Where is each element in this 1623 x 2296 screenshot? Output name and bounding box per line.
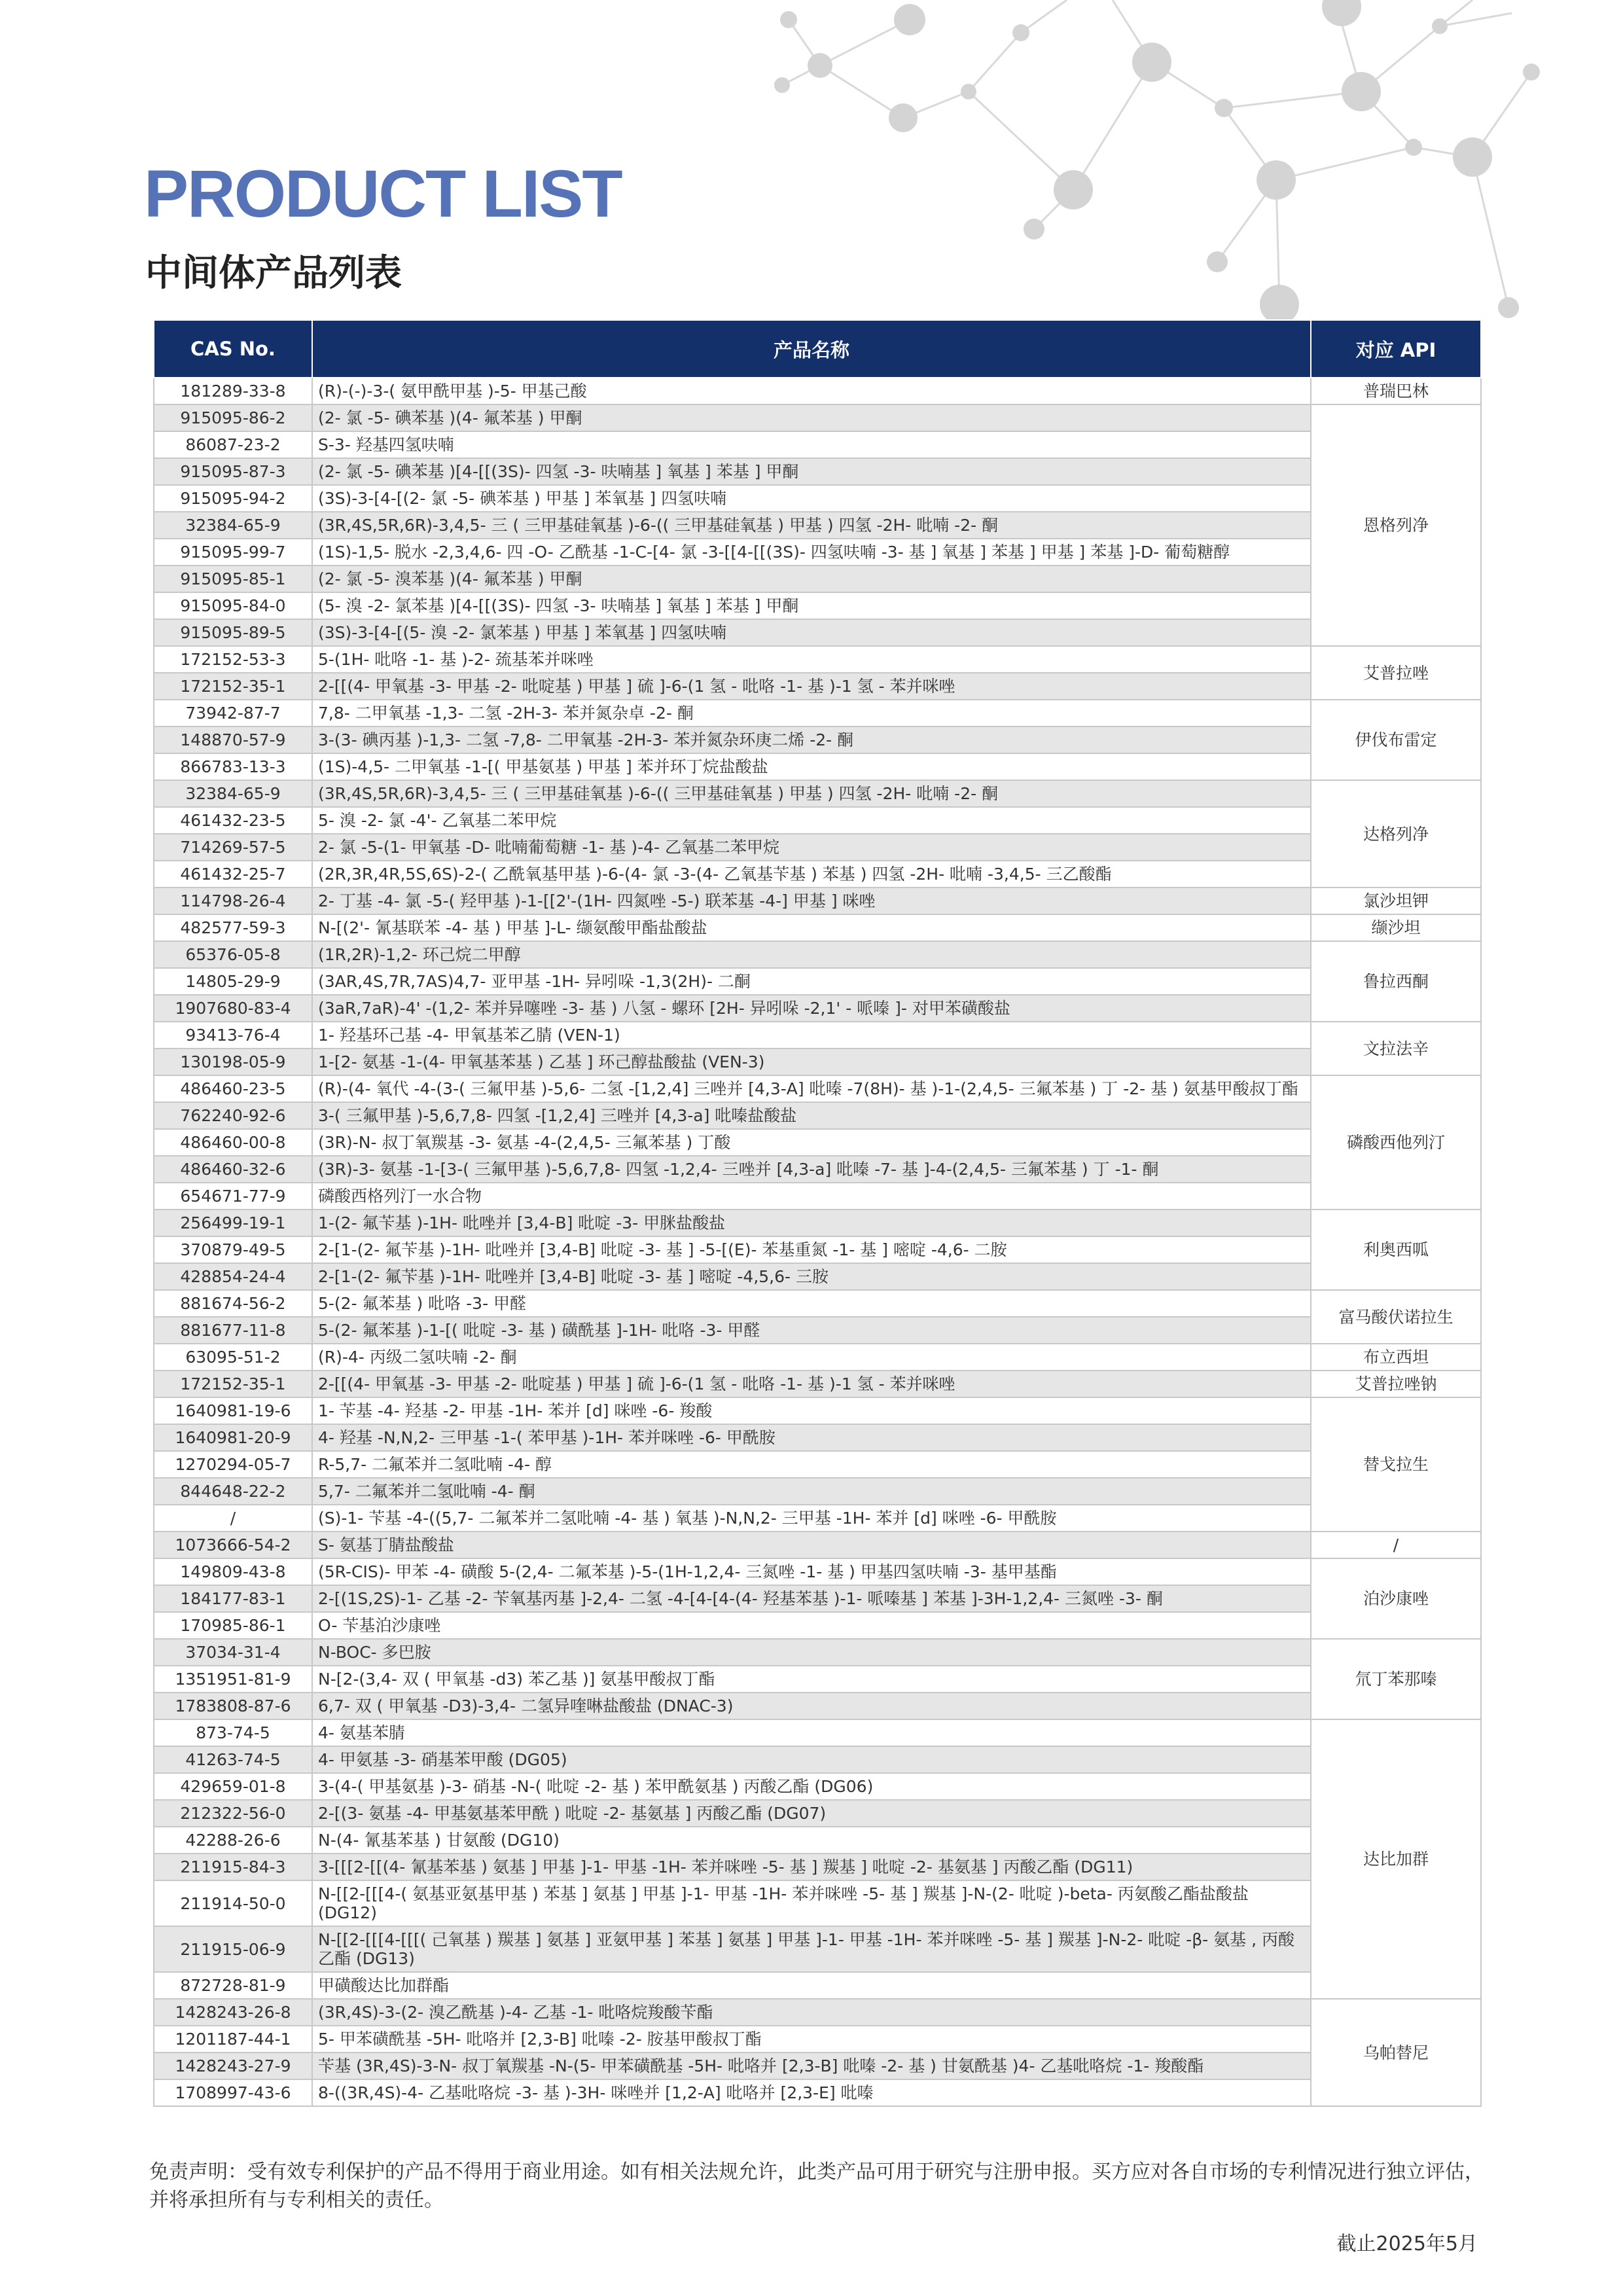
table-row xyxy=(154,2026,1481,2053)
table-row xyxy=(154,834,1481,861)
table-row xyxy=(154,1344,1481,1371)
cas-number: 866783-13-3 xyxy=(154,753,312,780)
product-name: (1R,2R)-1,2- 环己烷二甲醇 xyxy=(312,941,1311,968)
table-row xyxy=(154,458,1481,485)
product-name: S-3- 羟基四氢呋喃 xyxy=(312,431,1311,458)
cas-number: 37034-31-4 xyxy=(154,1639,312,1666)
api-name: 乌帕替尼 xyxy=(1311,1999,1481,2106)
product-name: (3R)-N- 叔丁氧羰基 -3- 氨基 -4-(2,4,5- 三氟苯基 ) 丁酸 xyxy=(312,1129,1311,1156)
product-table xyxy=(153,319,1482,2107)
api-name: 富马酸伏诺拉生 xyxy=(1311,1290,1481,1344)
table-row xyxy=(154,968,1481,995)
product-table-body xyxy=(154,378,1481,2106)
cas-number: 486460-00-8 xyxy=(154,1129,312,1156)
page-title-en: PRODUCT LIST xyxy=(144,156,622,231)
cas-number: 714269-57-5 xyxy=(154,834,312,861)
product-name: 3-[[[2-[[(4- 氰基苯基 ) 氨基 ] 甲基 ]-1- 甲基 -1H- 苯并咪唑 -5- 基 ] 羰基 ] 吡啶 -2- 基氨基 ] 丙酸乙酯 (DG11) xyxy=(312,1854,1311,1880)
table-row xyxy=(154,2079,1481,2106)
table-row xyxy=(154,914,1481,941)
cas-number: 148870-57-9 xyxy=(154,726,312,753)
product-name: (R)-4- 丙级二氢呋喃 -2- 酮 xyxy=(312,1344,1311,1371)
table-row xyxy=(154,1999,1481,2026)
cas-number: 14805-29-9 xyxy=(154,968,312,995)
cas-number: 73942-87-7 xyxy=(154,700,312,726)
cas-number: 482577-59-3 xyxy=(154,914,312,941)
product-name: (2- 氯 -5- 碘苯基 )(4- 氟苯基 ) 甲酮 xyxy=(312,404,1311,431)
api-name: 伊伐布雷定 xyxy=(1311,700,1481,780)
product-name: N-[(2'- 氰基联苯 -4- 基 ) 甲基 ]-L- 缬氨酸甲酯盐酸盐 xyxy=(312,914,1311,941)
table-row xyxy=(154,1926,1481,1972)
api-name: 达格列净 xyxy=(1311,780,1481,888)
table-row xyxy=(154,1075,1481,1102)
cas-number: 370879-49-5 xyxy=(154,1236,312,1263)
product-name: 1-(2- 氟苄基 )-1H- 吡唑并 [3,4-B] 吡啶 -3- 甲脒盐酸盐 xyxy=(312,1210,1311,1236)
cas-number: 1640981-20-9 xyxy=(154,1424,312,1451)
cas-number: 1073666-54-2 xyxy=(154,1532,312,1558)
cas-number: 915095-86-2 xyxy=(154,404,312,431)
product-name: 2-[1-(2- 氟苄基 )-1H- 吡唑并 [3,4-B] 吡啶 -3- 基 ] -5-[(E)- 苯基重氮 -1- 基 ] 嘧啶 -4,6- 二胺 xyxy=(312,1236,1311,1263)
table-row xyxy=(154,1972,1481,1999)
cas-number: 1351951-81-9 xyxy=(154,1666,312,1693)
product-name: (R)-(4- 氧代 -4-(3-( 三氟甲基 )-5,6- 二氢 -[1,2,4] 三唑并 [4,3-A] 吡嗪 -7(8H)- 基 )-1-(2,4,5- 三氟苯基 ) 丁 -2- 基 ) 氨基甲酸叔丁酯 xyxy=(312,1075,1311,1102)
api-name: 艾普拉唑 xyxy=(1311,646,1481,700)
product-name: N-[[2-[[[4-( 氨基亚氨基甲基 ) 苯基 ] 氨基 ] 甲基 ]-1- 甲基 -1H- 苯并咪唑 -5- 基 ] 羰基 ]-N-(2- 吡啶 )-beta- 丙氨酸乙酯盐酸盐 (DG12) xyxy=(312,1880,1311,1926)
product-name: 5- 溴 -2- 氯 -4'- 乙氧基二苯甲烷 xyxy=(312,807,1311,834)
table-row xyxy=(154,726,1481,753)
product-name: (3R,4S)-3-(2- 溴乙酰基 )-4- 乙基 -1- 吡咯烷羧酸苄酯 xyxy=(312,1999,1311,2026)
api-name: 恩格列净 xyxy=(1311,404,1481,646)
cas-number: 1201187-44-1 xyxy=(154,2026,312,2053)
table-row xyxy=(154,888,1481,914)
cas-number: 915095-87-3 xyxy=(154,458,312,485)
table-row xyxy=(154,404,1481,431)
table-row xyxy=(154,1800,1481,1827)
table-row xyxy=(154,1773,1481,1800)
product-name: 2-[[(4- 甲氧基 -3- 甲基 -2- 吡啶基 ) 甲基 ] 硫 ]-6-(1 氢 - 吡咯 -1- 基 )-1 氢 - 苯并咪唑 xyxy=(312,1371,1311,1397)
cas-number: 212322-56-0 xyxy=(154,1800,312,1827)
table-row xyxy=(154,512,1481,539)
table-row xyxy=(154,565,1481,592)
table-row xyxy=(154,1263,1481,1290)
cas-number: 172152-35-1 xyxy=(154,1371,312,1397)
table-row xyxy=(154,1532,1481,1558)
header-cas: CAS No. xyxy=(154,320,312,378)
table-row xyxy=(154,619,1481,646)
product-name: 苄基 (3R,4S)-3-N- 叔丁氧羰基 -N-(5- 甲苯磺酰基 -5H- 吡咯并 [2,3-B] 吡嗪 -2- 基 ) 甘氨酰基 )4- 乙基吡咯烷 -1- 羧酸酯 xyxy=(312,2053,1311,2079)
product-name: (2- 氯 -5- 溴苯基 )(4- 氟苯基 ) 甲酮 xyxy=(312,565,1311,592)
cas-number: 211915-06-9 xyxy=(154,1926,312,1972)
product-name: 2-[[(4- 甲氧基 -3- 甲基 -2- 吡啶基 ) 甲基 ] 硫 ]-6-(1 氢 - 吡咯 -1- 基 )-1 氢 - 苯并咪唑 xyxy=(312,673,1311,700)
product-name: (3S)-3-[4-[(5- 溴 -2- 氯苯基 ) 甲基 ] 苯氧基 ] 四氢呋喃 xyxy=(312,619,1311,646)
api-name: 普瑞巴林 xyxy=(1311,378,1481,404)
cas-number: 915095-99-7 xyxy=(154,539,312,565)
table-header-row xyxy=(154,320,1481,378)
api-name: 缬沙坦 xyxy=(1311,914,1481,941)
table-row xyxy=(154,1478,1481,1505)
product-name: 2-[(1S,2S)-1- 乙基 -2- 苄氧基丙基 ]-2,4- 二氢 -4-[4-[4-(4- 羟基苯基 )-1- 哌嗪基 ] 苯基 ]-3H-1,2,4- 三氮唑 -3- 酮 xyxy=(312,1585,1311,1612)
api-name: 替戈拉生 xyxy=(1311,1397,1481,1532)
product-name: S- 氨基丁腈盐酸盐 xyxy=(312,1532,1311,1558)
table-row xyxy=(154,1397,1481,1424)
api-name: 利奥西呱 xyxy=(1311,1210,1481,1290)
cas-number: 461432-25-7 xyxy=(154,861,312,888)
product-name: 1- 苄基 -4- 羟基 -2- 甲基 -1H- 苯并 [d] 咪唑 -6- 羧酸 xyxy=(312,1397,1311,1424)
product-name: 3-( 三氟甲基 )-5,6,7,8- 四氢 -[1,2,4] 三唑并 [4,3-a] 吡嗪盐酸盐 xyxy=(312,1102,1311,1129)
table-row xyxy=(154,1639,1481,1666)
api-name: 氘丁苯那嗪 xyxy=(1311,1639,1481,1719)
table-row xyxy=(154,1719,1481,1746)
product-name: 磷酸西格列汀一水合物 xyxy=(312,1183,1311,1210)
table-row xyxy=(154,941,1481,968)
product-name: (3R,4S,5R,6R)-3,4,5- 三 ( 三甲基硅氧基 )-6-(( 三甲基硅氧基 ) 甲基 ) 四氢 -2H- 吡喃 -2- 酮 xyxy=(312,512,1311,539)
product-name: 4- 羟基 -N,N,2- 三甲基 -1-( 苯甲基 )-1H- 苯并咪唑 -6- 甲酰胺 xyxy=(312,1424,1311,1451)
api-name: 氯沙坦钾 xyxy=(1311,888,1481,914)
table-row xyxy=(154,780,1481,807)
table-row xyxy=(154,1612,1481,1639)
cas-number: 881677-11-8 xyxy=(154,1317,312,1344)
table-row xyxy=(154,1022,1481,1049)
product-name: (S)-1- 苄基 -4-((5,7- 二氟苯并二氢吡喃 -4- 基 ) 氧基 )-N,N,2- 三甲基 -1H- 苯并 [d] 咪唑 -6- 甲酰胺 xyxy=(312,1505,1311,1532)
api-name: 磷酸西他列汀 xyxy=(1311,1075,1481,1210)
cas-number: 114798-26-4 xyxy=(154,888,312,914)
cas-number: 873-74-5 xyxy=(154,1719,312,1746)
cas-number: 915095-94-2 xyxy=(154,485,312,512)
table-row xyxy=(154,1183,1481,1210)
table-row xyxy=(154,1317,1481,1344)
table-row xyxy=(154,1693,1481,1719)
product-name: N-(4- 氰基苯基 ) 甘氨酸 (DG10) xyxy=(312,1827,1311,1854)
cas-number: 428854-24-4 xyxy=(154,1263,312,1290)
cas-number: 486460-23-5 xyxy=(154,1075,312,1102)
table-row xyxy=(154,1505,1481,1532)
product-name: 5-(2- 氟苯基 ) 吡咯 -3- 甲醛 xyxy=(312,1290,1311,1317)
table-row xyxy=(154,1371,1481,1397)
table-row xyxy=(154,1880,1481,1926)
api-name: 泊沙康唑 xyxy=(1311,1558,1481,1639)
cas-number: 130198-05-9 xyxy=(154,1049,312,1075)
product-name: 5-(1H- 吡咯 -1- 基 )-2- 巯基苯并咪唑 xyxy=(312,646,1311,673)
cas-number: 172152-35-1 xyxy=(154,673,312,700)
date-note: 截止2025年5月 xyxy=(1336,2233,1478,2255)
table-row xyxy=(154,1210,1481,1236)
cas-number: 32384-65-9 xyxy=(154,780,312,807)
cas-number: 872728-81-9 xyxy=(154,1972,312,1999)
table-row xyxy=(154,1049,1481,1075)
api-name: 鲁拉西酮 xyxy=(1311,941,1481,1022)
product-name: (R)-(-)-3-( 氨甲酰甲基 )-5- 甲基己酸 xyxy=(312,378,1311,404)
table-row xyxy=(154,700,1481,726)
cas-number: 149809-43-8 xyxy=(154,1558,312,1585)
header-name: 产品名称 xyxy=(312,320,1311,378)
product-name: (3R)-3- 氨基 -1-[3-( 三氟甲基 )-5,6,7,8- 四氢 -1,2,4- 三唑并 [4,3-a] 吡嗪 -7- 基 ]-4-(2,4,5- 三氟苯基 ) 丁 -1- 酮 xyxy=(312,1156,1311,1183)
cas-number: 1907680-83-4 xyxy=(154,995,312,1022)
product-name: 5- 甲苯磺酰基 -5H- 吡咯并 [2,3-B] 吡嗪 -2- 胺基甲酸叔丁酯 xyxy=(312,2026,1311,2053)
cas-number: 86087-23-2 xyxy=(154,431,312,458)
cas-number: 41263-74-5 xyxy=(154,1746,312,1773)
table-row xyxy=(154,1129,1481,1156)
product-name: 5,7- 二氟苯并二氢吡喃 -4- 酮 xyxy=(312,1478,1311,1505)
cas-number: 184177-83-1 xyxy=(154,1585,312,1612)
table-row xyxy=(154,592,1481,619)
table-row xyxy=(154,1236,1481,1263)
product-name: 2-[1-(2- 氟苄基 )-1H- 吡唑并 [3,4-B] 吡啶 -3- 基 ] 嘧啶 -4,5,6- 三胺 xyxy=(312,1263,1311,1290)
product-name: 甲磺酸达比加群酯 xyxy=(312,1972,1311,1999)
table-row xyxy=(154,485,1481,512)
cas-number: 93413-76-4 xyxy=(154,1022,312,1049)
api-name: 达比加群 xyxy=(1311,1719,1481,1999)
table-row xyxy=(154,753,1481,780)
table-row xyxy=(154,1585,1481,1612)
table-row xyxy=(154,995,1481,1022)
cas-number: 844648-22-2 xyxy=(154,1478,312,1505)
cas-number: 915095-84-0 xyxy=(154,592,312,619)
cas-number: 1270294-05-7 xyxy=(154,1451,312,1478)
cas-number: 1708997-43-6 xyxy=(154,2079,312,2106)
cas-number: 881674-56-2 xyxy=(154,1290,312,1317)
cas-number: 915095-89-5 xyxy=(154,619,312,646)
product-name: (2R,3R,4R,5S,6S)-2-( 乙酰氧基甲基 )-6-(4- 氯 -3-(4- 乙氧基苄基 ) 苯基 ) 四氢 -2H- 吡喃 -3,4,5- 三乙酸酯 xyxy=(312,861,1311,888)
cas-number: 42288-26-6 xyxy=(154,1827,312,1854)
product-name: 1- 羟基环己基 -4- 甲氧基苯乙腈 (VEN-1) xyxy=(312,1022,1311,1049)
product-name: 4- 氨基苯腈 xyxy=(312,1719,1311,1746)
product-name: 8-((3R,4S)-4- 乙基吡咯烷 -3- 基 )-3H- 咪唑并 [1,2-A] 吡咯并 [2,3-E] 吡嗪 xyxy=(312,2079,1311,2106)
product-name: (3aR,7aR)-4' -(1,2- 苯并异噻唑 -3- 基 ) 八氢 - 螺环 [2H- 异吲哚 -2,1' - 哌嗪 ]- 对甲苯磺酸盐 xyxy=(312,995,1311,1022)
cas-number: 1428243-27-9 xyxy=(154,2053,312,2079)
cas-number: 1428243-26-8 xyxy=(154,1999,312,2026)
product-name: 7,8- 二甲氧基 -1,3- 二氢 -2H-3- 苯并氮杂卓 -2- 酮 xyxy=(312,700,1311,726)
product-name: 6,7- 双 ( 甲氧基 -D3)-3,4- 二氢异喹啉盐酸盐 (DNAC-3) xyxy=(312,1693,1311,1719)
disclaimer: 免责声明：受有效专利保护的产品不得用于商业用途。如有相关法规允许，此类产品可用于研究与注册申报。买方应对各自市场的专利情况进行独立评估，并将承担所有与专利相关的责任。 xyxy=(149,2161,1484,2212)
table-row xyxy=(154,1424,1481,1451)
api-name: 文拉法辛 xyxy=(1311,1022,1481,1075)
table-row xyxy=(154,807,1481,834)
product-name: (1S)-1,5- 脱水 -2,3,4,6- 四 -O- 乙酰基 -1-C-[4- 氯 -3-[[4-[[(3S)- 四氢呋喃 -3- 基 ] 氧基 ] 苯基 ] 甲基 ] 苯基 ]-D- 葡萄糖醇 xyxy=(312,539,1311,565)
cas-number: / xyxy=(154,1505,312,1532)
table-row xyxy=(154,539,1481,565)
cas-number: 172152-53-3 xyxy=(154,646,312,673)
cas-number: 63095-51-2 xyxy=(154,1344,312,1371)
product-name: 2-[(3- 氨基 -4- 甲基氨基苯甲酰 ) 吡啶 -2- 基氨基 ] 丙酸乙酯 (DG07) xyxy=(312,1800,1311,1827)
table-row xyxy=(154,1451,1481,1478)
table-row xyxy=(154,378,1481,404)
cas-number: 256499-19-1 xyxy=(154,1210,312,1236)
table-row xyxy=(154,1746,1481,1773)
product-name: (2- 氯 -5- 碘苯基 )[4-[[(3S)- 四氢 -3- 呋喃基 ] 氧基 ] 苯基 ] 甲酮 xyxy=(312,458,1311,485)
table-row xyxy=(154,1666,1481,1693)
table-row xyxy=(154,1827,1481,1854)
table-row xyxy=(154,2053,1481,2079)
product-name: 2- 氯 -5-(1- 甲氧基 -D- 吡喃葡萄糖 -1- 基 )-4- 乙氧基二苯甲烷 xyxy=(312,834,1311,861)
table-row xyxy=(154,1156,1481,1183)
product-name: R-5,7- 二氟苯并二氢吡喃 -4- 醇 xyxy=(312,1451,1311,1478)
cas-number: 211914-50-0 xyxy=(154,1880,312,1926)
product-name: 2- 丁基 -4- 氯 -5-( 羟甲基 )-1-[[2'-(1H- 四氮唑 -5-) 联苯基 -4-] 甲基 ] 咪唑 xyxy=(312,888,1311,914)
table-row xyxy=(154,1558,1481,1585)
product-name: 5-(2- 氟苯基 )-1-[( 吡啶 -3- 基 ) 磺酰基 ]-1H- 吡咯 -3- 甲醛 xyxy=(312,1317,1311,1344)
product-name: (5- 溴 -2- 氯苯基 )[4-[[(3S)- 四氢 -3- 呋喃基 ] 氧基 ] 苯基 ] 甲酮 xyxy=(312,592,1311,619)
product-name: 3-(4-( 甲基氨基 )-3- 硝基 -N-( 吡啶 -2- 基 ) 苯甲酰氨基 ) 丙酸乙酯 (DG06) xyxy=(312,1773,1311,1800)
product-name: O- 苄基泊沙康唑 xyxy=(312,1612,1311,1639)
cas-number: 65376-05-8 xyxy=(154,941,312,968)
product-name: (3S)-3-[4-[(2- 氯 -5- 碘苯基 ) 甲基 ] 苯氧基 ] 四氢呋喃 xyxy=(312,485,1311,512)
table-row xyxy=(154,1290,1481,1317)
table-row xyxy=(154,1102,1481,1129)
page-title-cn: 中间体产品列表 xyxy=(145,252,402,295)
cas-number: 32384-65-9 xyxy=(154,512,312,539)
cas-number: 1640981-19-6 xyxy=(154,1397,312,1424)
table-row xyxy=(154,1854,1481,1880)
cas-number: 461432-23-5 xyxy=(154,807,312,834)
product-name: (5R-CIS)- 甲苯 -4- 磺酸 5-(2,4- 二氟苯基 )-5-(1H-1,2,4- 三氮唑 -1- 基 ) 甲基四氢呋喃 -3- 基甲基酯 xyxy=(312,1558,1311,1585)
header-api: 对应 API xyxy=(1311,320,1481,378)
table-row xyxy=(154,646,1481,673)
api-name: / xyxy=(1311,1532,1481,1558)
cas-number: 486460-32-6 xyxy=(154,1156,312,1183)
product-name: N-[[2-[[[4-[[[( 己氧基 ) 羰基 ] 氨基 ] 亚氨甲基 ] 苯基 ] 氨基 ] 甲基 ]-1- 甲基 -1H- 苯并咪唑 -5- 基 ] 羰基 ]-N-2- 吡啶 -β- 氨基 , 丙酸乙酯 (DG13) xyxy=(312,1926,1311,1972)
api-name: 艾普拉唑钠 xyxy=(1311,1371,1481,1397)
cas-number: 762240-92-6 xyxy=(154,1102,312,1129)
product-name: 1-[2- 氨基 -1-(4- 甲氧基苯基 ) 乙基 ] 环己醇盐酸盐 (VEN-3) xyxy=(312,1049,1311,1075)
cas-number: 1783808-87-6 xyxy=(154,1693,312,1719)
product-name: 3-(3- 碘丙基 )-1,3- 二氢 -7,8- 二甲氧基 -2H-3- 苯并氮杂环庚二烯 -2- 酮 xyxy=(312,726,1311,753)
product-name: (3R,4S,5R,6R)-3,4,5- 三 ( 三甲基硅氧基 )-6-(( 三甲基硅氧基 ) 甲基 ) 四氢 -2H- 吡喃 -2- 酮 xyxy=(312,780,1311,807)
product-name: N-[2-(3,4- 双 ( 甲氧基 -d3) 苯乙基 )] 氨基甲酸叔丁酯 xyxy=(312,1666,1311,1693)
table-row xyxy=(154,431,1481,458)
product-name: N-BOC- 多巴胺 xyxy=(312,1639,1311,1666)
cas-number: 429659-01-8 xyxy=(154,1773,312,1800)
cas-number: 181289-33-8 xyxy=(154,378,312,404)
product-name: 4- 甲氨基 -3- 硝基苯甲酸 (DG05) xyxy=(312,1746,1311,1773)
product-name: (1S)-4,5- 二甲氧基 -1-[( 甲基氨基 ) 甲基 ] 苯并环丁烷盐酸盐 xyxy=(312,753,1311,780)
table-row xyxy=(154,673,1481,700)
api-name: 布立西坦 xyxy=(1311,1344,1481,1371)
cas-number: 170985-86-1 xyxy=(154,1612,312,1639)
product-name: (3AR,4S,7R,7AS)4,7- 亚甲基 -1H- 异吲哚 -1,3(2H)- 二酮 xyxy=(312,968,1311,995)
cas-number: 654671-77-9 xyxy=(154,1183,312,1210)
cas-number: 211915-84-3 xyxy=(154,1854,312,1880)
cas-number: 915095-85-1 xyxy=(154,565,312,592)
table-row xyxy=(154,861,1481,888)
